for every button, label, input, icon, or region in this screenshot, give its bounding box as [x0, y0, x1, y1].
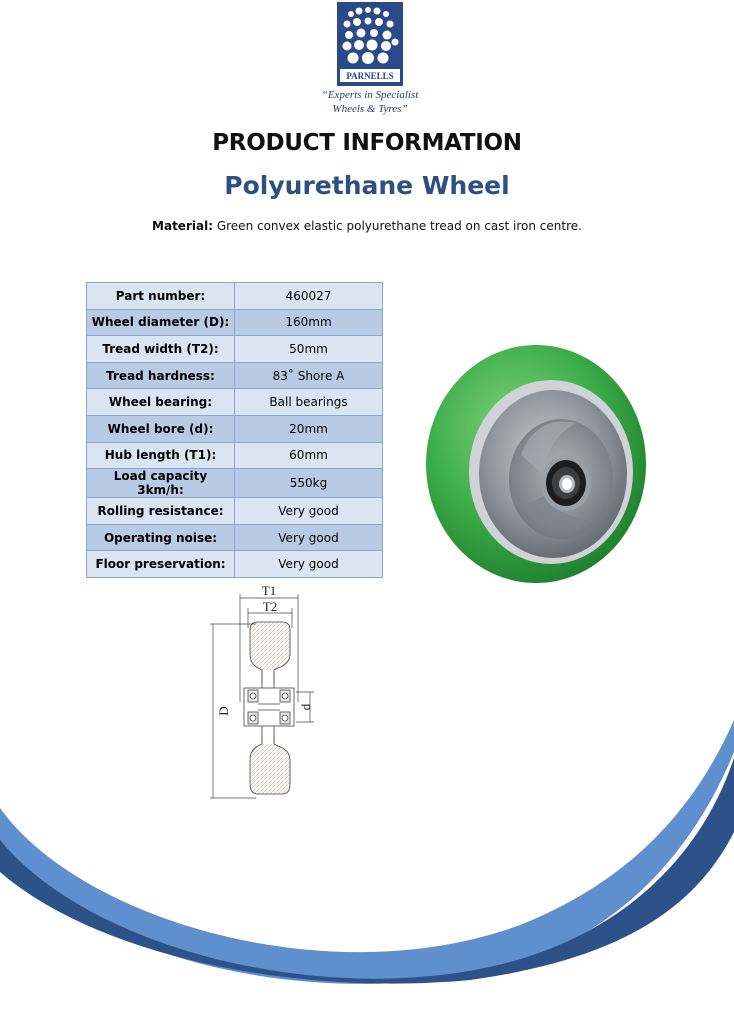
spec-value: 60mm: [235, 442, 383, 469]
spec-label: Part number:: [87, 283, 235, 310]
tagline-line-1: “Experts in Specialist: [321, 89, 419, 101]
spec-row: [87, 469, 383, 498]
spec-row: [87, 389, 383, 416]
spec-row: [87, 415, 383, 442]
decorative-wave: [0, 700, 734, 1024]
logo-text: PARNELLS: [346, 71, 394, 81]
spec-table: [86, 282, 383, 578]
spec-row: [87, 283, 383, 310]
spec-row: [87, 551, 383, 578]
spec-label: Load capacity 3km/h:: [87, 469, 235, 498]
spec-row: [87, 362, 383, 389]
spec-value: Very good: [235, 551, 383, 578]
spec-value: 550kg: [235, 469, 383, 498]
spec-label: Wheel bore (d):: [87, 415, 235, 442]
spec-row: [87, 336, 383, 363]
spec-value: Very good: [235, 524, 383, 551]
spec-label: Wheel diameter (D):: [87, 309, 235, 336]
spec-row: [87, 309, 383, 336]
tagline-line-2: Wheels & Tyres”: [332, 103, 408, 115]
spec-label: Tread width (T2):: [87, 336, 235, 363]
material-text: Green convex elastic polyurethane tread on cast iron centre.: [216, 219, 582, 233]
spec-label: Hub length (T1):: [87, 442, 235, 469]
spec-value: Ball bearings: [235, 389, 383, 416]
spec-value: 160mm: [235, 309, 383, 336]
spec-row: [87, 524, 383, 551]
spec-label: Floor preservation:: [87, 551, 235, 578]
spec-label: Tread hardness:: [87, 362, 235, 389]
brand-tagline: [300, 88, 440, 116]
spec-value: 20mm: [235, 415, 383, 442]
spec-value: 460027: [235, 283, 383, 310]
product-title: Polyurethane Wheel: [224, 171, 510, 200]
dim-label-t2: T2: [262, 599, 278, 614]
parnells-logo: [337, 2, 403, 86]
dim-label-t1: T1: [261, 584, 277, 598]
wheel-image: [426, 345, 650, 585]
material-label: Material:: [152, 219, 213, 233]
spec-label: Rolling resistance:: [87, 498, 235, 525]
spec-row: [87, 498, 383, 525]
dim-label-d-outer: D: [216, 706, 231, 716]
material-line: [0, 219, 734, 233]
spec-value: 50mm: [235, 336, 383, 363]
spec-row: [87, 442, 383, 469]
spec-label: Wheel bearing:: [87, 389, 235, 416]
spec-label: Operating noise:: [87, 524, 235, 551]
page-heading: PRODUCT INFORMATION: [212, 130, 522, 156]
spec-value: Very good: [235, 498, 383, 525]
spec-value: 83˚ Shore A: [235, 362, 383, 389]
dim-label-d-bore: d: [298, 703, 313, 711]
